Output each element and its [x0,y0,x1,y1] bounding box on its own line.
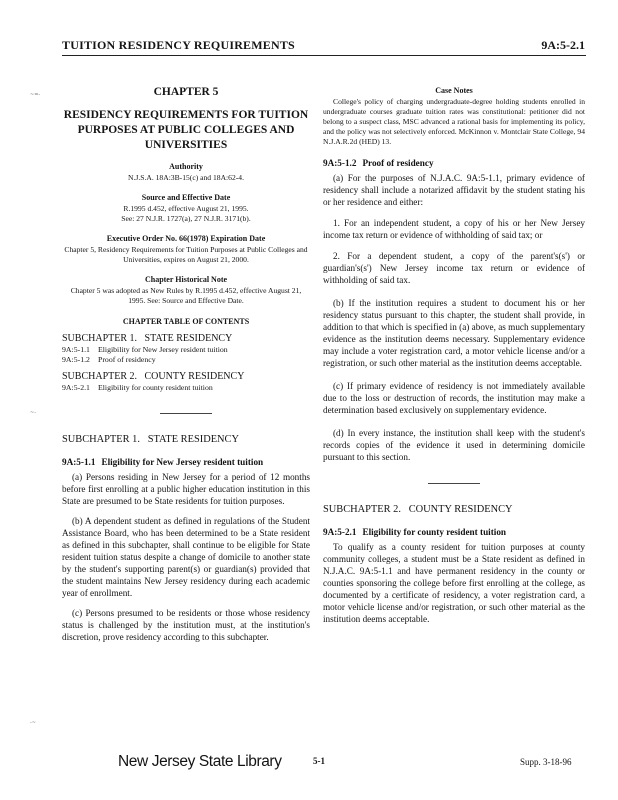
section-divider [428,483,480,484]
page-number: 5-1 [313,756,325,766]
section-code: 9A:5-2.1 [323,527,357,537]
historical-note-text: Chapter 5 was adopted as New Rules by R.1995 d.452, effective August 21, 1995. See: Source and Effective Date. [70,286,302,305]
supplement-date: Supp. 3-18-96 [520,757,572,767]
toc-item[interactable] [62,383,310,393]
paragraph-1-2-a-2: 2. For a dependent student, a copy of the parent's(s') or guardian's(s') New Jersey income tax return or evidence of withholding of said tax. [323,251,585,285]
section-divider [160,413,212,414]
exec-order-text: Chapter 5, Residency Requirements for Tuition Purposes at Public Colleges and Universities, expires on August 21, 2000. [64,245,308,264]
paragraph-1-2-a-1: 1. For an independent student, a copy of his or her New Jersey income tax return or evidence of withholding of said tax; or [323,218,585,240]
paragraph-1-2-a: (a) For the purposes of N.J.A.C. 9A:5-1.1, primary evidence of residency shall include a notarized affidavit by the student stating his or her residence and either: [323,173,585,207]
toc-item[interactable] [62,345,310,355]
margin-speck: -~ [30,720,36,726]
section-heading-2-1 [323,526,585,538]
paragraph-1-1-a: (a) Persons residing in New Jersey for a period of 12 months before first enrolling at a public higher education institution in this State are presumed to be State residents for tuition purposes. [62,472,310,506]
paragraph-1-1-b: (b) A dependent student as defined in regulations of the Student Assistance Board, who has been determined to be a State resident as defined in this subchapter, shall continue to be eligible for State resident tuition status despite a change of domicile to another state by the student's supporting parent(s) or guardian(s) provided that the student maintains New Jersey residency during each academic year of enrollment. [62,516,310,598]
section-code: 9A:5-1.1 [62,457,96,467]
toc-subchapter-2: SUBCHAPTER 2. COUNTY RESIDENCY [62,371,245,382]
section-heading-1-1 [62,456,310,468]
margin-speck: ~=- [30,92,41,98]
toc-label: CHAPTER TABLE OF CONTENTS [122,317,250,326]
chapter-number: CHAPTER 5 [153,86,219,98]
toc-item-code: 9A:5-1.1 [62,345,90,354]
toc-item-code: 9A:5-1.2 [62,355,90,364]
toc-subchapter-1: SUBCHAPTER 1. STATE RESIDENCY [62,333,233,344]
running-header-section: 9A:5-2.1 [541,38,585,52]
subchapter-2-heading: SUBCHAPTER 2. COUNTY RESIDENCY [323,504,513,515]
authority-label: Authority [169,162,203,171]
chapter-title: RESIDENCY REQUIREMENTS FOR TUITION PURPOSES AT PUBLIC COLLEGES AND UNIVERSITIES [63,109,309,151]
authority-text: N.J.S.A. 18A:3B-15(c) and 18A:62-4. [127,173,244,182]
paragraph-1-1-c: (c) Persons presumed to be residents or those whose residency status is challenged by the institution must, at the institution's discretion, prove residency according to this subchapter. [62,608,310,642]
paragraph-1-2-d: (d) In every instance, the institution shall keep with the student's records copies of the evidence it used in determining domicile pursuant to this section. [323,428,585,462]
source-text-1: R.1995 d.452, effective August 21, 1995. [123,204,249,213]
paragraph-1-2-b: (b) If the institution requires a student to document his or her residency status pursuant to this chapter, the student shall provide, in addition to that which is specified in (a) above, as much supplementary evidence as the institution deems necessary. Supplementary evidence may include a voter registration card, a motor vehicle license and/or a registration, or such other material as the institution deems acceptable. [323,298,585,368]
paragraph-1-2-c: (c) If primary evidence of residency is not immediately available due to the loss or destruction of records, the institution may make a determination based exclusively on supplementary evidence. [323,381,585,415]
paragraph-2-1: To qualify as a county resident for tuition purposes at county community colleges, a student must be a State resident as defined in N.J.A.C. 9A:5-1.1 and have permanent residency in the county or counties sponsoring the college before first enrolling at the college, as documented by a certificate of residency, a voter registration card, a motor vehicle license and/or registration, or such other material as the institution deems acceptable. [323,542,585,624]
case-notes-label: Case Notes [435,86,473,95]
right-column [323,86,585,625]
section-heading-1-2 [323,157,585,169]
toc-item-code: 9A:5-2.1 [62,383,90,392]
section-title: Eligibility for county resident tuition [362,527,507,537]
exec-order-label: Executive Order No. 66(1978) Expiration Date [106,234,266,243]
toc-item-title: Eligibility for New Jersey resident tuition [98,345,228,354]
case-notes-text: College's policy of charging undergraduate-degree holding students enrolled in undergraduate courses graduate tuition rates was constitutional: petitioner did not belong to a suspect class, MSC advanced a rational basis for implementing its policy, and the policy was not selectively enforced. McKinnon v. Montclair State College, 94 N.J.A.R.2d (HED) 13. [323,97,585,146]
running-header-title: TUITION RESIDENCY REQUIREMENTS [62,38,295,52]
subchapter-1-heading: SUBCHAPTER 1. STATE RESIDENCY [62,434,239,445]
margin-speck: ~- [30,410,36,416]
section-code: 9A:5-1.2 [323,158,357,168]
toc-item-title: Eligibility for county resident tuition [98,383,213,392]
historical-note-label: Chapter Historical Note [144,275,228,284]
section-title: Eligibility for New Jersey resident tuition [101,457,264,467]
source-text-2: See: 27 N.J.R. 1727(a), 27 N.J.R. 3171(b). [121,214,251,223]
section-title: Proof of residency [362,158,434,168]
toc-item-title: Proof of residency [98,355,156,364]
source-label: Source and Effective Date [141,193,231,202]
toc-item[interactable] [62,355,310,365]
left-column [62,86,310,643]
header-rule [62,55,586,56]
library-stamp: New Jersey State Library [118,753,282,770]
